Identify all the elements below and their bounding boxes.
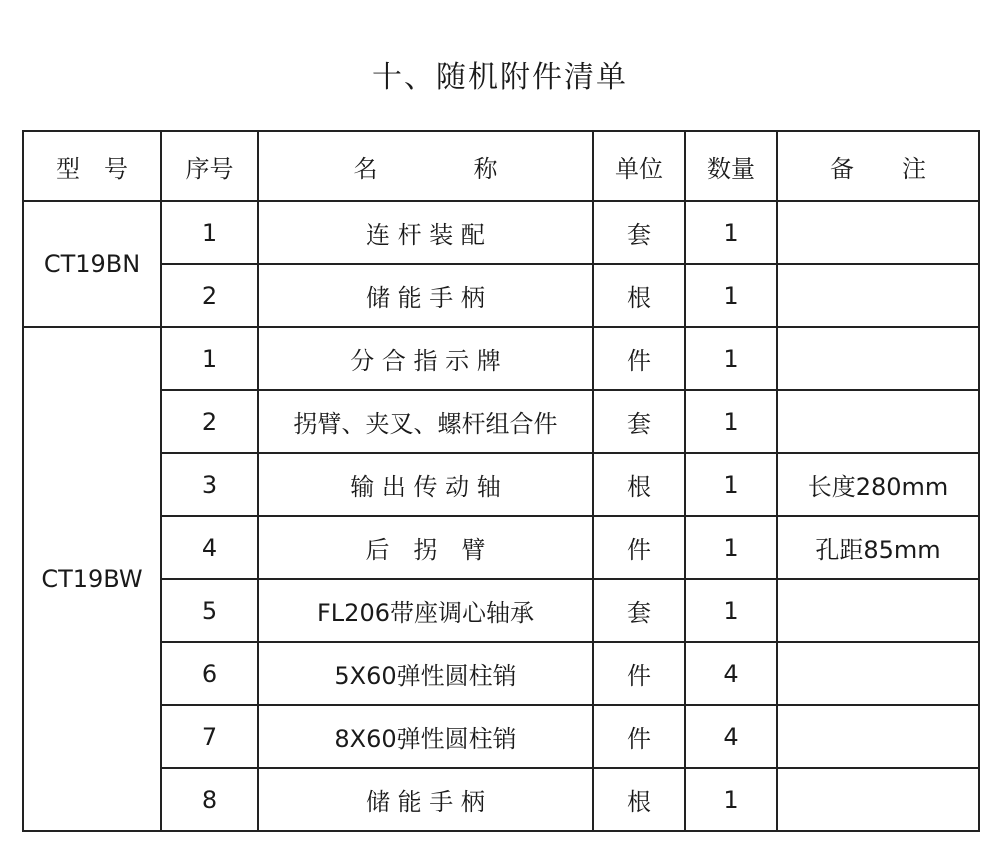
seq-cell: 2 [161,264,258,327]
note-cell [777,264,979,327]
note-cell [777,768,979,831]
unit-cell: 套 [593,201,685,264]
seq-cell: 1 [161,201,258,264]
note-cell: 长度280mm [777,453,979,516]
table-row [23,642,979,705]
unit-cell: 件 [593,327,685,390]
table-row [23,516,979,579]
table-row [23,579,979,642]
table-row [23,768,979,831]
qty-cell: 4 [685,705,777,768]
header-seq: 序号 [161,131,258,201]
unit-cell: 根 [593,264,685,327]
page-title: 十、随机附件清单 [372,60,628,95]
name-cell: 8X60弹性圆柱销 [258,705,593,768]
unit-cell: 件 [593,516,685,579]
unit-cell: 件 [593,705,685,768]
name-cell: 5X60弹性圆柱销 [258,642,593,705]
seq-cell: 2 [161,390,258,453]
qty-cell: 1 [685,453,777,516]
seq-cell: 5 [161,579,258,642]
note-cell [777,705,979,768]
qty-cell: 1 [685,768,777,831]
qty-cell: 1 [685,516,777,579]
unit-cell: 套 [593,390,685,453]
model-cell: CT19BW [23,327,161,831]
name-cell: 拐臂、夹叉、螺杆组合件 [258,390,593,453]
seq-cell: 7 [161,705,258,768]
table-row [23,453,979,516]
unit-cell: 套 [593,579,685,642]
model-cell: CT19BN [23,201,161,327]
header-note: 备 注 [777,131,979,201]
qty-cell: 1 [685,390,777,453]
name-cell: 输 出 传 动 轴 [258,453,593,516]
table-row [23,264,979,327]
qty-cell: 1 [685,264,777,327]
table-row [23,705,979,768]
unit-cell: 根 [593,768,685,831]
name-cell: 连 杆 装 配 [258,201,593,264]
table-row [23,327,979,390]
note-cell [777,642,979,705]
qty-cell: 1 [685,201,777,264]
unit-cell: 件 [593,642,685,705]
seq-cell: 3 [161,453,258,516]
note-cell [777,390,979,453]
name-cell: FL206带座调心轴承 [258,579,593,642]
header-qty: 数量 [685,131,777,201]
seq-cell: 4 [161,516,258,579]
seq-cell: 1 [161,327,258,390]
header-row [23,131,979,201]
header-name: 名 称 [258,131,593,201]
name-cell: 分 合 指 示 牌 [258,327,593,390]
accessory-table [22,130,980,832]
seq-cell: 6 [161,642,258,705]
unit-cell: 根 [593,453,685,516]
note-cell [777,327,979,390]
header-model: 型 号 [23,131,161,201]
qty-cell: 1 [685,579,777,642]
qty-cell: 4 [685,642,777,705]
name-cell: 储 能 手 柄 [258,264,593,327]
note-cell: 孔距85mm [777,516,979,579]
qty-cell: 1 [685,327,777,390]
table-row [23,390,979,453]
name-cell: 后 拐 臂 [258,516,593,579]
header-unit: 单位 [593,131,685,201]
table-row [23,201,979,264]
name-cell: 储 能 手 柄 [258,768,593,831]
seq-cell: 8 [161,768,258,831]
note-cell [777,579,979,642]
note-cell [777,201,979,264]
